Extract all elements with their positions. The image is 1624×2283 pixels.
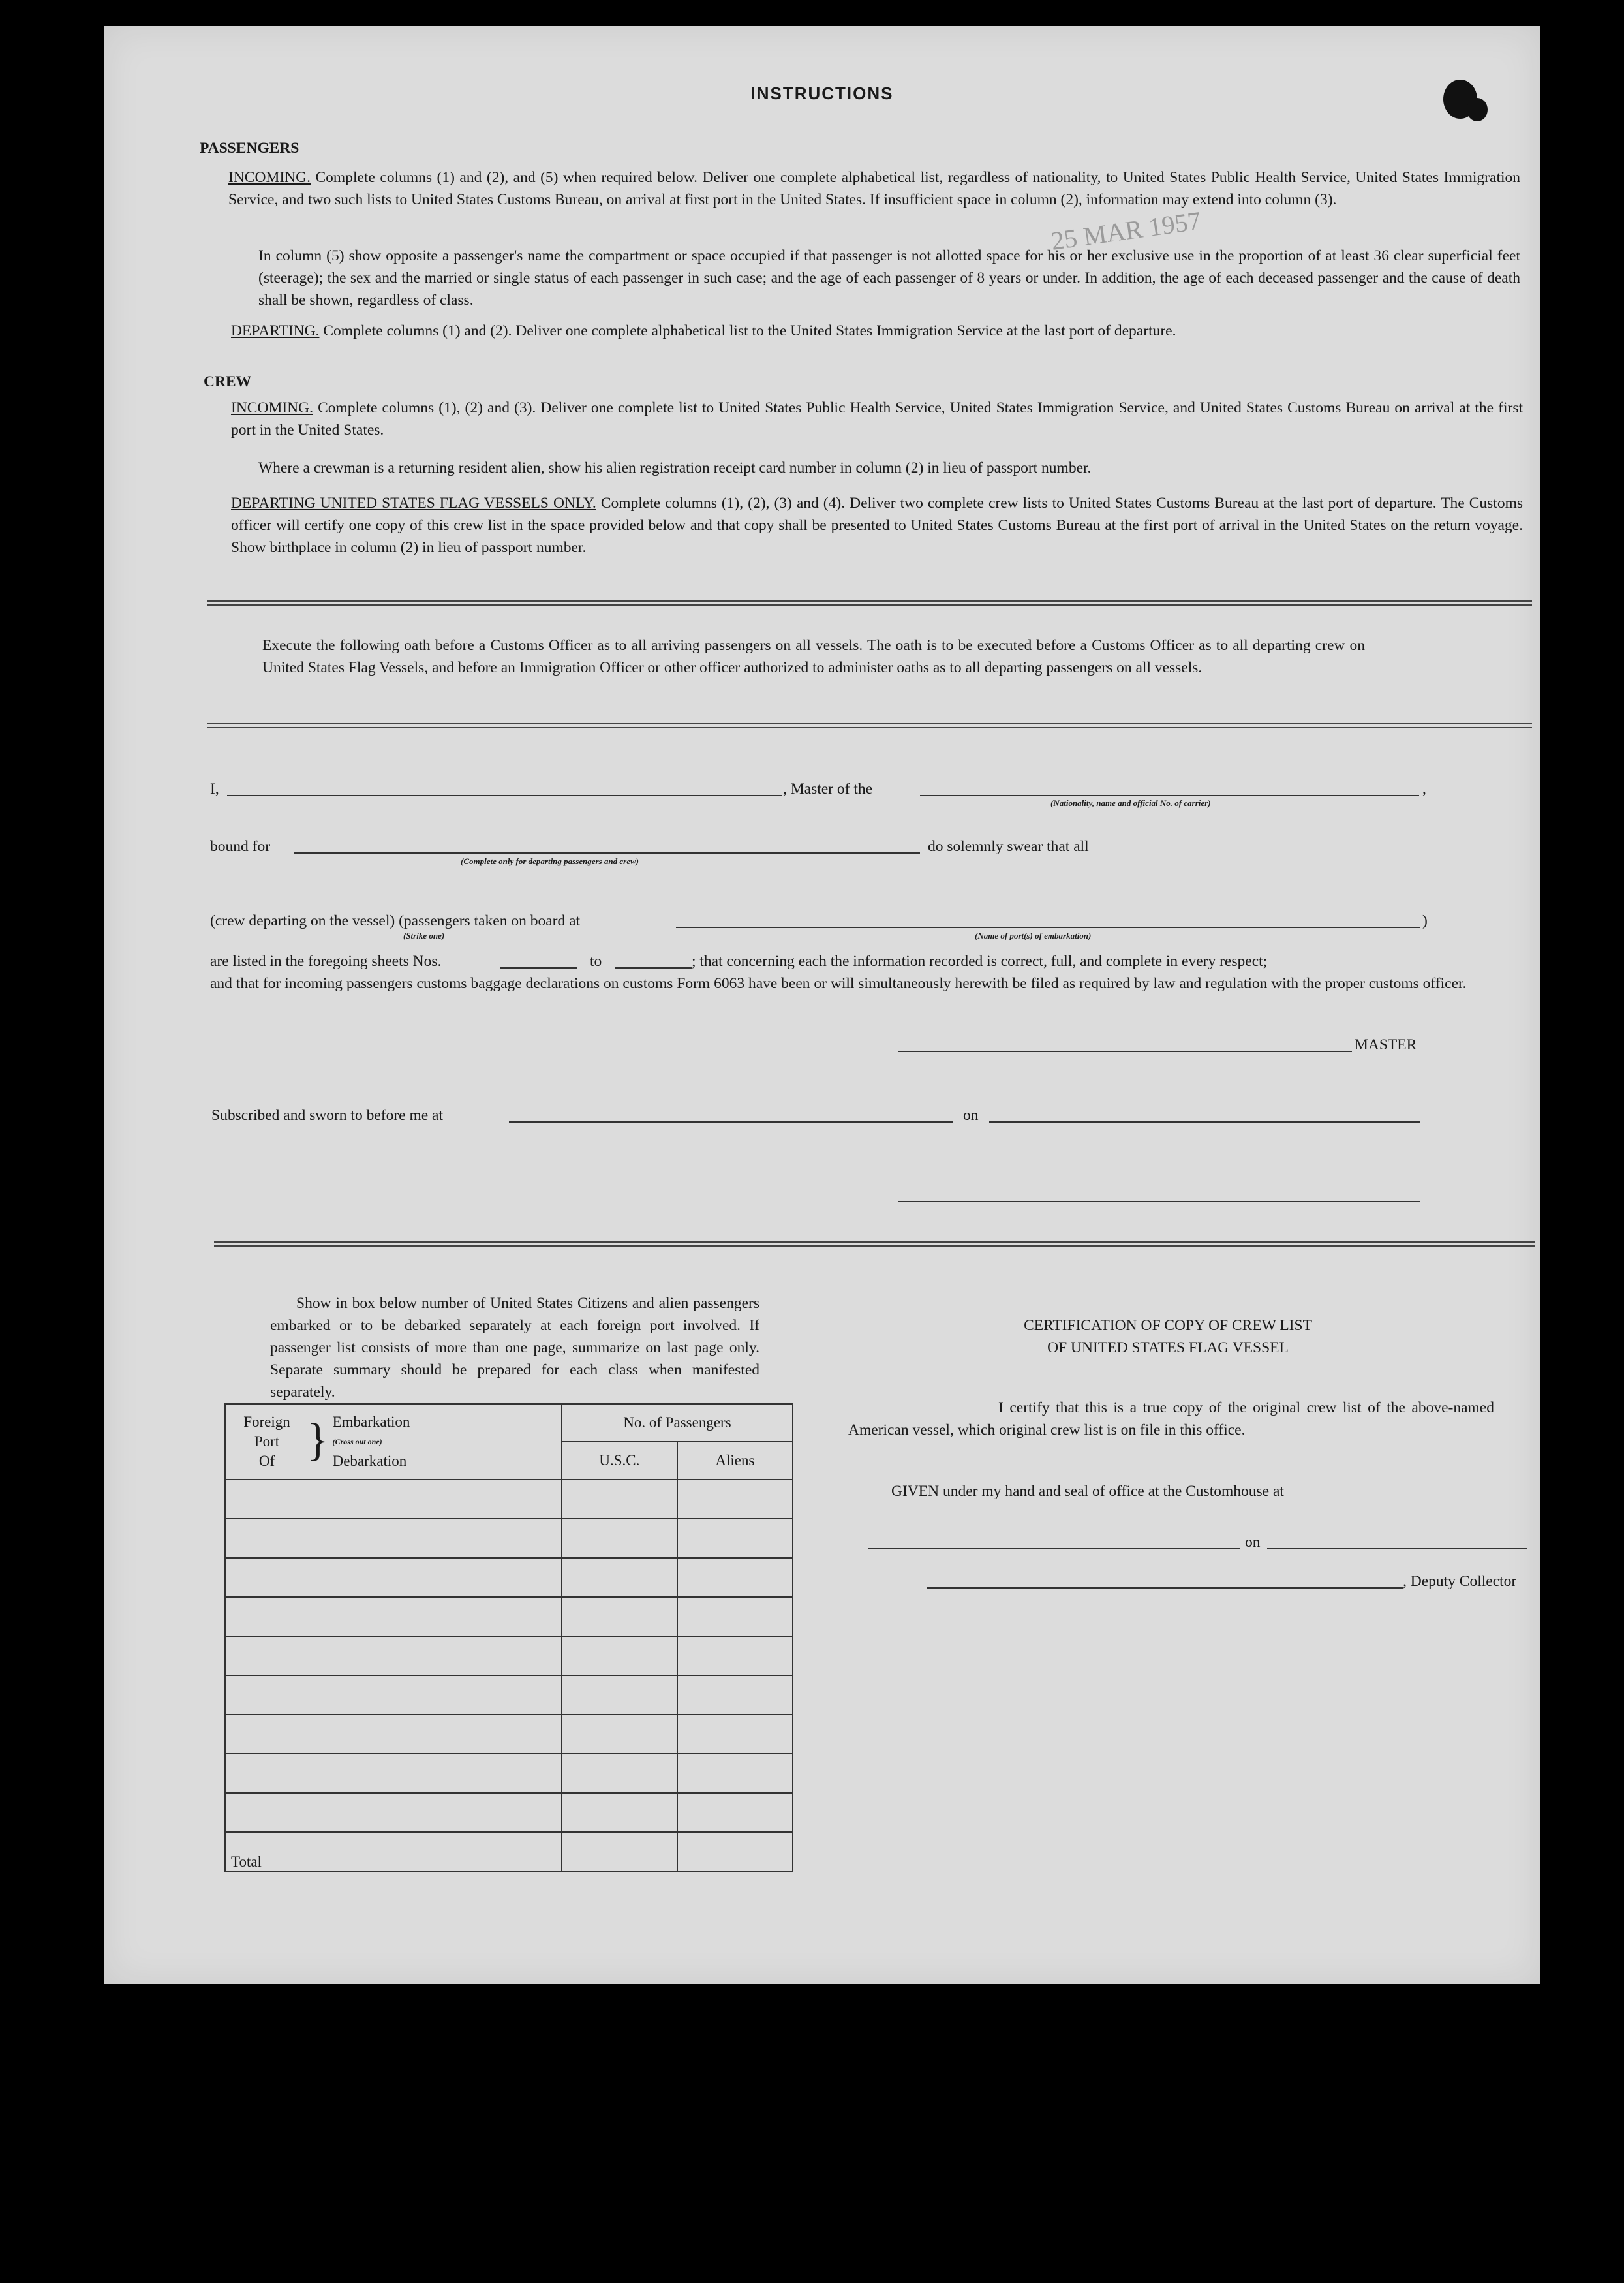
crew-departing-label: (crew departing on the vessel) (passengers taken on board at [210, 912, 581, 929]
document-page: INSTRUCTIONS 25 MAR 1957 PASSENGERS INCOMING. Complete columns (1) and (2), and (5) when required below. Deliver one complete alphabetical list, regardless of nationality, to United States Public Health Service, United States Immigration Service, and two such lists to United States Customs Bureau, on arrival at first port in the United States. If insufficient space in column (2), information may extend into column (3). In column (5) show opposite a passenger's name the compartment or space occupied if that passenger is not allotted space for his or her exclusive use in the proportion of at least 36 clear superficial feet (steerage); the sex and the married or single status of each passenger in such case; and the age of each passenger of 8 years or under. In addition, the age of each deceased passenger and the cause of death shall be shown, regardless of class. DEPARTING. Complete columns (1) and (2). Deliver one complete alphabetical list to the United States Immigration Service at the last port of departure. CREW INCOMING. Complete columns (1), (2) and (3). Deliver one complete list to United States Public Health Service, United States Immigration Service, and United States Customs Bureau on arrival at the first port in the United States. Where a crewman is a returning resident alien, show his alien registration receipt card number in column (2) in lieu of passport number. DEPARTING UNITED STATES FLAG VESSELS ONLY. Complete columns (1), (2), (3) and (4). Deliver two complete crew lists to United States Customs Bureau at the last port of departure. The Customs officer will certify one copy of this crew list in the space provided below and that copy shall be presented to United States Customs Bureau at the first port of arrival in the United States on the return voyage. Show birthplace in column (2) in lieu of passport number. Execute the following oath before a Customs Officer as to all arriving passengers on all vessels. The oath is to be executed before a Customs Officer as to all departing crew on United States Flag Vessels, and before an Immigration Officer or other officer authorized to administer oaths as to all departing passengers on all vessels. I, , Master of the , (Nationality, name and official No. of carrier) bound for do solemnly swear that all (Complete only for departing passengers and crew) (crew departing on the vessel) (passengers taken on board at ) (Strike one) (Name of port(s) of embarkation) are listed in the foregoing sheets Nos. to ; that concerning each the information recorded is correct, full, and complete in every respect; and that for incoming passengers customs baggage declarations on customs Form 6063 have been or will simultaneously herewith be filed as required by law and regulation with the proper customs officer. MASTER Subscribed and sworn to before me at on Show in box below number of United States Citizens and alien passengers embarked or to be debarked separately at each foreign port involved. If passenger list consists of more than one page, summarize on last page only. Separate summary should be prepared for each class when manifested separately. Foreign Port Of } Embarkation (Cross out one) Debarkation No. of Passengers U.S.C. Aliens Total CERTIFICATION OF COPY OF CREW LIST OF UNITED STATES FLAG VESSEL I certify that this is a true copy of the original crew list of the above-named American vessel, which original crew list is on file in this office. GIVEN under my hand and seal of office at the Customhouse at on , Deputy Collector [104, 26, 1540, 1984]
close-paren: ) [1422, 912, 1428, 929]
table-row [225, 1480, 793, 1519]
table-row [225, 1597, 793, 1636]
ink-blot [1467, 98, 1488, 121]
table-row [225, 1675, 793, 1715]
certification-date-field[interactable] [1267, 1548, 1527, 1549]
table-row [225, 1754, 793, 1793]
subscribed-label: Subscribed and sworn to before me at [211, 1107, 444, 1124]
total-row [225, 1832, 793, 1871]
crew-incoming-text: Complete columns (1), (2) and (3). Deliver one complete list to United States Public Health Service, United States Immigration Service, and United States Customs Bureau on arrival at the first port in the United States. [231, 399, 1523, 439]
certification-title-1: CERTIFICATION OF COPY OF CREW LIST [1024, 1317, 1312, 1334]
summary-instructions: Show in box below number of United States Citizens and alien passengers embarked or to be debarked separately at each foreign port involved. If passenger list consists of more than one page, summarize on last page only. Separate summary should be prepared for each class when manifested separately. [270, 1295, 759, 1401]
embarkation-label: Embarkation [332, 1414, 410, 1430]
deputy-collector-label: , Deputy Collector [1403, 1573, 1517, 1590]
crew-departing [231, 492, 1523, 559]
ports-caption: (Name of port(s) of embarkation) [975, 931, 1092, 940]
crew-incoming [231, 397, 1523, 441]
strike-one-caption: (Strike one) [403, 931, 445, 940]
complete-only-caption: (Complete only for departing passengers and crew) [461, 856, 639, 866]
usc-header: U.S.C. [562, 1442, 677, 1480]
passengers-incoming-label: INCOMING. [228, 169, 311, 186]
sworn-date-field[interactable] [989, 1121, 1420, 1123]
listed-to-label: to [590, 953, 602, 970]
sheet-to-field[interactable] [615, 967, 692, 969]
foreign-label: Foreign [243, 1414, 290, 1430]
swear-text: do solemnly swear that all [928, 838, 1089, 855]
master-signature-field[interactable] [898, 1051, 1352, 1052]
bound-for-field[interactable] [294, 852, 920, 854]
certification-on-label: on [1245, 1534, 1261, 1551]
nationality-caption: (Nationality, name and official No. of carrier) [1050, 798, 1211, 808]
oath-i-label: I, [210, 781, 219, 798]
crew-departing-text: Complete columns (1), (2), (3) and (4). Deliver two complete crew lists to United States Customs Bureau at the last port of departure. The Customs officer will certify one copy of this crew list in the space provided below and that copy shall be presented to United States Customs Bureau at the first port of arrival in the United States on the return voyage. Show birthplace in column (2) in lieu of passport number. [231, 495, 1524, 556]
aliens-header: Aliens [677, 1442, 793, 1480]
cross-out-caption: (Cross out one) [332, 1437, 382, 1446]
passengers-heading: PASSENGERS [200, 140, 299, 157]
listed-label: are listed in the foregoing sheets Nos. [210, 953, 442, 970]
passengers-column5: In column (5) show opposite a passenger's name the compartment or space occupied if that passenger is not allotted space for his or her exclusive use in the proportion of at least 36 clear superficial feet (steerage); the sex and the married or single status of each passenger in such case; and the age of each passenger of 8 years or under. In addition, the age of each deceased passenger and the cause of death shall be shown, regardless of class. [258, 247, 1520, 309]
certification-title-2: OF UNITED STATES FLAG VESSEL [1047, 1339, 1289, 1356]
master-name-field[interactable] [227, 795, 782, 796]
date-stamp: 25 MAR 1957 [1049, 206, 1203, 256]
master-label: MASTER [1355, 1036, 1417, 1053]
sheet-from-field[interactable] [500, 967, 577, 969]
section-divider [207, 600, 1532, 606]
carrier-field[interactable] [920, 795, 1419, 796]
sworn-on-label: on [963, 1107, 979, 1124]
section-divider [214, 1241, 1535, 1247]
listed-text-3: and that for incoming passengers customs baggage declarations on customs Form 6063 have been or will simultaneously herewith be filed as required by law and regulation with the proper customs officer. [210, 975, 1467, 992]
officer-signature-field[interactable] [898, 1201, 1420, 1202]
table-row [225, 1793, 793, 1832]
passengers-departing-text: Complete columns (1) and (2). Deliver one complete alphabetical list to the United States Immigration Service at the last port of departure. [323, 322, 1176, 339]
ports-field[interactable] [676, 927, 1420, 928]
of-label: Of [258, 1453, 275, 1469]
master-of-the-label: , Master of the [783, 781, 873, 798]
bound-for-label: bound for [210, 838, 271, 855]
passengers-departing-label: DEPARTING. [231, 322, 320, 339]
oath-instructions: Execute the following oath before a Customs Officer as to all arriving passengers on all vessels. The oath is to be executed before a Customs Officer as to all departing crew on United States Flag Vessels, and before an Immigration Officer or other officer authorized to administer oaths as to all departing passengers on all vessels. [262, 637, 1365, 676]
sworn-place-field[interactable] [509, 1121, 953, 1123]
given-text: GIVEN under my hand and seal of office at the Customhouse at [891, 1483, 1284, 1500]
table-row [225, 1558, 793, 1597]
certification-text: I certify that this is a true copy of the original crew list of the above-named American vessel, which original crew list is on file in this office. [848, 1399, 1494, 1438]
deputy-collector-signature-field[interactable] [927, 1587, 1403, 1589]
passengers-incoming [228, 166, 1520, 211]
passengers-departing [231, 320, 1523, 342]
debarkation-label: Debarkation [332, 1453, 407, 1469]
listed-text-2: ; that concerning each the information recorded is correct, full, and complete in every respect; [692, 953, 1268, 970]
port-header: Foreign Port Of } Embarkation (Cross out one) Debarkation [225, 1404, 562, 1480]
page-title: INSTRUCTIONS [750, 84, 894, 103]
table-row [225, 1715, 793, 1754]
customhouse-field[interactable] [868, 1548, 1240, 1549]
passengers-incoming-text: Complete columns (1) and (2), and (5) when required below. Deliver one complete alphabetical list, regardless of nationality, to United States Public Health Service, United States Immigration Service, and two such lists to United States Customs Bureau, on arrival at first port in the United States. If insufficient space in column (2), information may extend into column (3). [228, 169, 1520, 208]
crew-departing-label: DEPARTING UNITED STATES FLAG VESSELS ONLY. [231, 495, 596, 512]
total-label: Total [225, 1832, 562, 1871]
table-row [225, 1636, 793, 1675]
crew-returning: Where a crewman is a returning resident alien, show his alien registration receipt card number in column (2) in lieu of passport number. [258, 459, 1092, 476]
section-divider [207, 723, 1532, 728]
port-label: Port [254, 1433, 280, 1450]
no-of-passengers-header: No. of Passengers [562, 1404, 793, 1442]
crew-incoming-label: INCOMING. [231, 399, 313, 416]
crew-heading: CREW [204, 373, 252, 390]
passenger-summary-table [224, 1403, 793, 1872]
table-row [225, 1519, 793, 1558]
